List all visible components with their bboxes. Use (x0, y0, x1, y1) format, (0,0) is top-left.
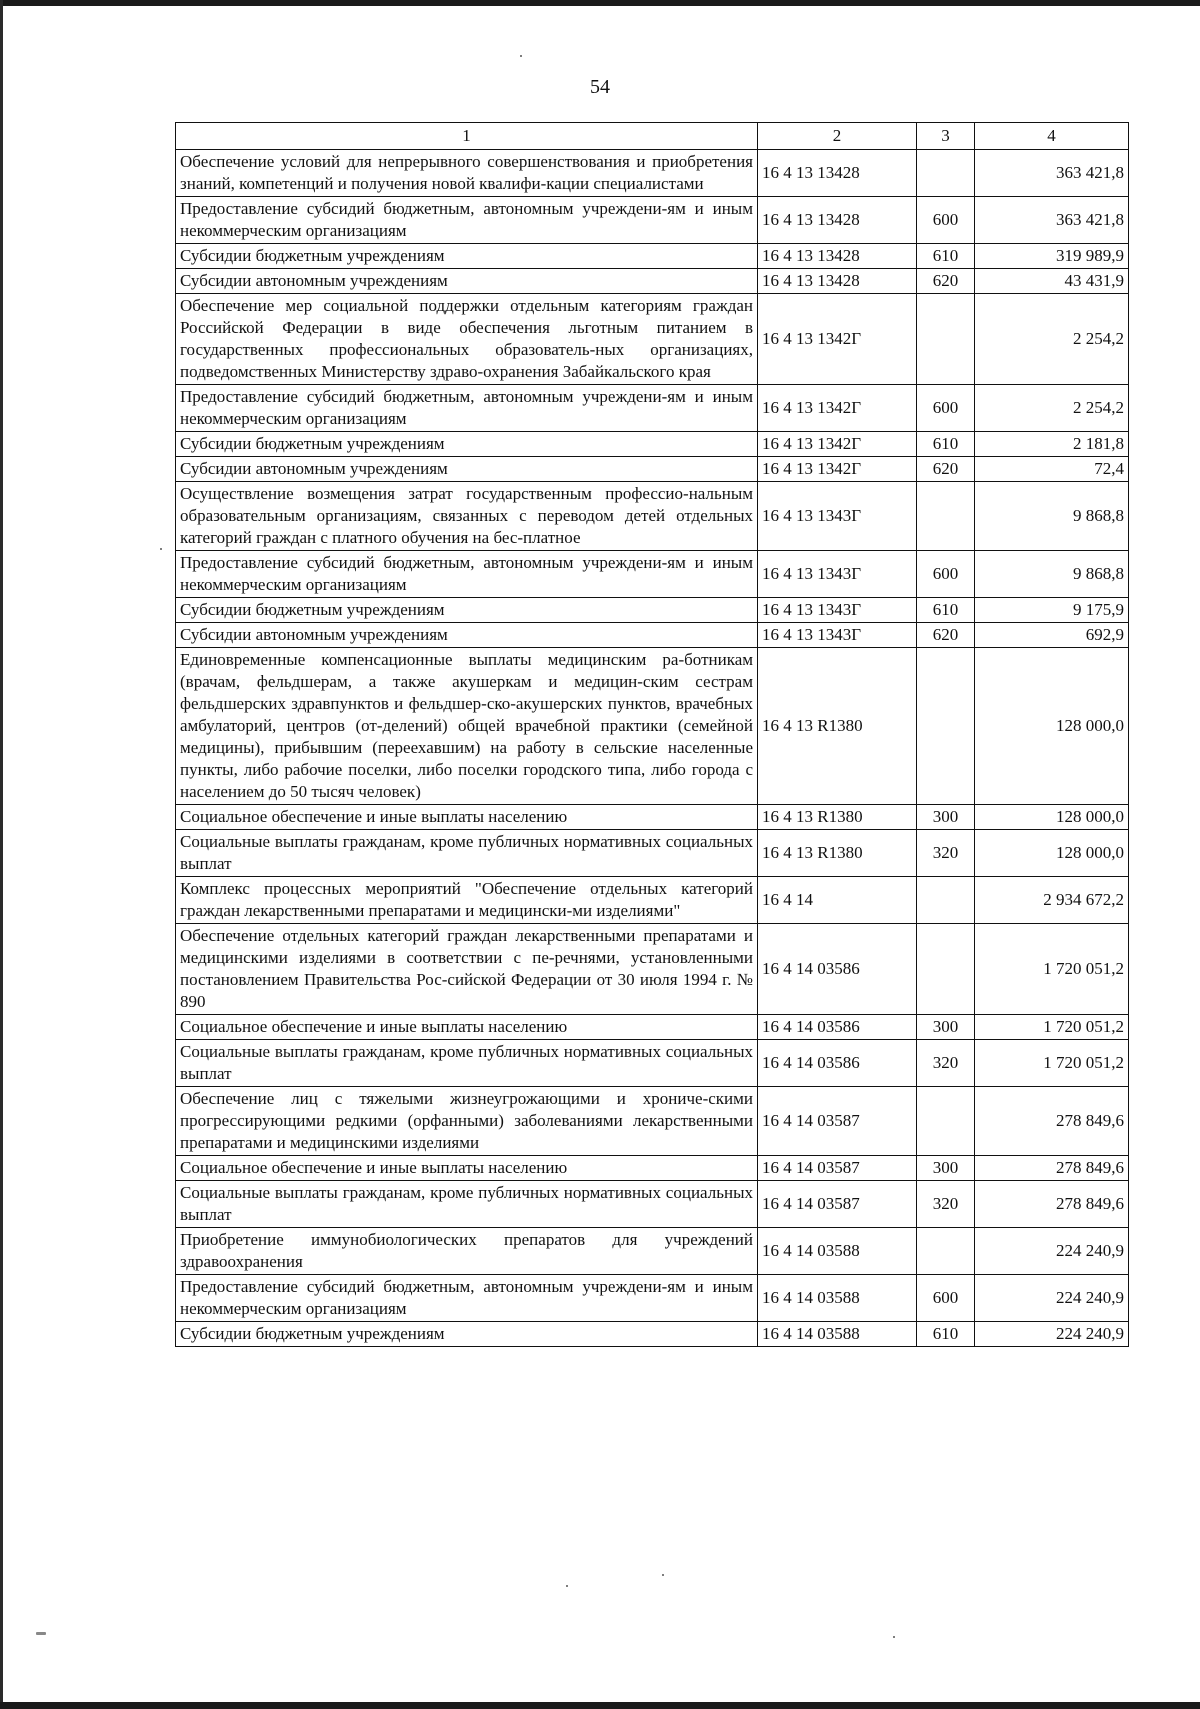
row-sum-cell: 692,9 (975, 623, 1129, 648)
row-name-cell: Обеспечение условий для непрерывного совершенствования и приобретения знаний, компетенций и получения новой квалифи-кации специалистами (176, 150, 758, 197)
row-name-cell: Социальные выплаты гражданам, кроме публичных нормативных социальных выплат (176, 1040, 758, 1087)
table-row (176, 830, 1129, 877)
row-type-cell (917, 924, 975, 1015)
row-name-cell: Предоставление субсидий бюджетным, автономным учреждени-ям и иным некоммерческим организациям (176, 551, 758, 598)
table-row (176, 924, 1129, 1015)
row-name-cell: Социальные выплаты гражданам, кроме публичных нормативных социальных выплат (176, 1181, 758, 1228)
row-code-cell: 16 4 13 13428 (758, 244, 917, 269)
row-sum-cell: 72,4 (975, 457, 1129, 482)
row-sum-cell: 9 868,8 (975, 551, 1129, 598)
table-row (176, 294, 1129, 385)
row-type-cell (917, 877, 975, 924)
row-name-cell: Обеспечение лиц с тяжелыми жизнеугрожающими и хрониче-скими прогрессирующими редкими (орфанными) заболеваниями лекарственными препаратами и медицинскими изделиями (176, 1087, 758, 1156)
table-row (176, 877, 1129, 924)
table-row (176, 432, 1129, 457)
row-type-cell: 600 (917, 551, 975, 598)
row-sum-cell: 2 254,2 (975, 294, 1129, 385)
row-type-cell: 610 (917, 244, 975, 269)
row-code-cell: 16 4 13 1343Г (758, 551, 917, 598)
row-sum-cell: 128 000,0 (975, 830, 1129, 877)
header-col-3: 3 (917, 123, 975, 150)
scan-speck (566, 1585, 568, 1587)
table-row (176, 197, 1129, 244)
row-sum-cell: 224 240,9 (975, 1322, 1129, 1347)
row-sum-cell: 9 868,8 (975, 482, 1129, 551)
row-sum-cell: 278 849,6 (975, 1181, 1129, 1228)
row-sum-cell: 128 000,0 (975, 648, 1129, 805)
row-type-cell (917, 482, 975, 551)
row-type-cell: 300 (917, 805, 975, 830)
row-sum-cell: 363 421,8 (975, 150, 1129, 197)
row-name-cell: Субсидии автономным учреждениям (176, 623, 758, 648)
row-code-cell: 16 4 14 (758, 877, 917, 924)
row-type-cell (917, 1228, 975, 1275)
row-type-cell: 610 (917, 432, 975, 457)
table-row (176, 648, 1129, 805)
row-type-cell: 610 (917, 1322, 975, 1347)
row-code-cell: 16 4 14 03586 (758, 924, 917, 1015)
row-name-cell: Предоставление субсидий бюджетным, автономным учреждени-ям и иным некоммерческим организациям (176, 197, 758, 244)
row-name-cell: Субсидии автономным учреждениям (176, 457, 758, 482)
row-name-cell: Обеспечение мер социальной поддержки отдельным категориям граждан Российской Федерации в виде обеспечения льготным питанием в государственных профессиональных образователь-ных организациях, подведомственных Министерству здраво-охранения Забайкальского края (176, 294, 758, 385)
row-type-cell: 610 (917, 598, 975, 623)
row-name-cell: Единовременные компенсационные выплаты медицинским ра-ботникам (врачам, фельдшерам, а также акушеркам и медицин-ским сестрам фельдшерских здравпунктов и фельдшер-ско-акушерских пунктов, врачебных амбулаторий, центров (от-делений) общей врачебной практики (семейной медицины), прибывшим (переехавшим) на работу в сельские населенные пункты, либо рабочие поселки, либо поселки городского типа, либо города с населением до 50 тысяч человек) (176, 648, 758, 805)
scan-speck (893, 1636, 895, 1638)
row-type-cell (917, 1087, 975, 1156)
table-row (176, 457, 1129, 482)
row-sum-cell: 278 849,6 (975, 1087, 1129, 1156)
row-type-cell (917, 150, 975, 197)
row-sum-cell: 1 720 051,2 (975, 924, 1129, 1015)
table-row (176, 551, 1129, 598)
header-col-2: 2 (758, 123, 917, 150)
row-sum-cell: 2 181,8 (975, 432, 1129, 457)
table-row (176, 598, 1129, 623)
row-name-cell: Субсидии бюджетным учреждениям (176, 432, 758, 457)
row-code-cell: 16 4 14 03587 (758, 1181, 917, 1228)
row-sum-cell: 278 849,6 (975, 1156, 1129, 1181)
row-type-cell: 620 (917, 623, 975, 648)
row-name-cell: Обеспечение отдельных категорий граждан лекарственными препаратами и медицинскими изделиями в соответствии с пе-речнями, установленными постановлением Правительства Рос-сийской Федерации от 30 июля 1994 г. № 890 (176, 924, 758, 1015)
row-sum-cell: 128 000,0 (975, 805, 1129, 830)
row-type-cell (917, 294, 975, 385)
scan-edge-top (0, 0, 1200, 6)
row-code-cell: 16 4 14 03586 (758, 1040, 917, 1087)
row-name-cell: Предоставление субсидий бюджетным, автономным учреждени-ям и иным некоммерческим организациям (176, 1275, 758, 1322)
budget-table (175, 122, 1129, 1347)
row-name-cell: Комплекс процессных мероприятий "Обеспечение отдельных категорий граждан лекарственными препаратами и медицински-ми изделиями" (176, 877, 758, 924)
row-code-cell: 16 4 13 R1380 (758, 805, 917, 830)
table-header-row (176, 123, 1129, 150)
table-row (176, 150, 1129, 197)
row-name-cell: Субсидии автономным учреждениям (176, 269, 758, 294)
row-code-cell: 16 4 13 1343Г (758, 482, 917, 551)
table-row (176, 1156, 1129, 1181)
row-sum-cell: 2 254,2 (975, 385, 1129, 432)
row-type-cell (917, 648, 975, 805)
row-code-cell: 16 4 13 R1380 (758, 830, 917, 877)
table-row (176, 1181, 1129, 1228)
table-row (176, 385, 1129, 432)
row-code-cell: 16 4 13 1343Г (758, 598, 917, 623)
row-type-cell: 600 (917, 1275, 975, 1322)
row-code-cell: 16 4 13 R1380 (758, 648, 917, 805)
row-sum-cell: 224 240,9 (975, 1275, 1129, 1322)
table-row (176, 1322, 1129, 1347)
row-name-cell: Социальные выплаты гражданам, кроме публичных нормативных социальных выплат (176, 830, 758, 877)
header-col-4: 4 (975, 123, 1129, 150)
row-name-cell: Социальное обеспечение и иные выплаты населению (176, 1015, 758, 1040)
row-code-cell: 16 4 13 1342Г (758, 385, 917, 432)
row-code-cell: 16 4 13 1342Г (758, 432, 917, 457)
scan-speck (520, 55, 522, 57)
row-sum-cell: 9 175,9 (975, 598, 1129, 623)
table-row (176, 1015, 1129, 1040)
table-row (176, 1275, 1129, 1322)
row-type-cell: 300 (917, 1156, 975, 1181)
row-type-cell: 320 (917, 1040, 975, 1087)
page-number: 54 (590, 76, 610, 98)
row-code-cell: 16 4 14 03587 (758, 1087, 917, 1156)
row-name-cell: Социальное обеспечение и иные выплаты населению (176, 805, 758, 830)
row-sum-cell: 43 431,9 (975, 269, 1129, 294)
row-type-cell: 620 (917, 457, 975, 482)
row-code-cell: 16 4 14 03588 (758, 1228, 917, 1275)
row-code-cell: 16 4 13 13428 (758, 197, 917, 244)
table-body (176, 150, 1129, 1347)
row-code-cell: 16 4 13 13428 (758, 269, 917, 294)
row-name-cell: Предоставление субсидий бюджетным, автономным учреждени-ям и иным некоммерческим организациям (176, 385, 758, 432)
row-sum-cell: 224 240,9 (975, 1228, 1129, 1275)
row-sum-cell: 2 934 672,2 (975, 877, 1129, 924)
table-row (176, 269, 1129, 294)
row-name-cell: Субсидии бюджетным учреждениям (176, 598, 758, 623)
header-col-1: 1 (176, 123, 758, 150)
table-row (176, 482, 1129, 551)
row-type-cell: 600 (917, 197, 975, 244)
scan-edge-left (0, 0, 3, 1709)
row-name-cell: Социальное обеспечение и иные выплаты населению (176, 1156, 758, 1181)
table-row (176, 1040, 1129, 1087)
table-row (176, 623, 1129, 648)
row-code-cell: 16 4 14 03587 (758, 1156, 917, 1181)
row-name-cell: Субсидии бюджетным учреждениям (176, 244, 758, 269)
row-code-cell: 16 4 13 1342Г (758, 457, 917, 482)
row-code-cell: 16 4 13 13428 (758, 150, 917, 197)
row-type-cell: 300 (917, 1015, 975, 1040)
row-code-cell: 16 4 13 1342Г (758, 294, 917, 385)
scan-speck (662, 1574, 664, 1576)
row-code-cell: 16 4 14 03588 (758, 1322, 917, 1347)
row-code-cell: 16 4 14 03588 (758, 1275, 917, 1322)
row-type-cell: 320 (917, 830, 975, 877)
row-sum-cell: 1 720 051,2 (975, 1040, 1129, 1087)
scan-speck (160, 548, 162, 550)
scan-edge-bottom (0, 1702, 1200, 1709)
row-name-cell: Приобретение иммунобиологических препаратов для учреждений здравоохранения (176, 1228, 758, 1275)
scan-speck (36, 1632, 46, 1635)
row-type-cell: 620 (917, 269, 975, 294)
row-sum-cell: 363 421,8 (975, 197, 1129, 244)
row-sum-cell: 319 989,9 (975, 244, 1129, 269)
row-name-cell: Осуществление возмещения затрат государственным профессио-нальным образовательным организациям, связанных с переводом детей отдельных категорий граждан с платного обучения на бес-платное (176, 482, 758, 551)
row-code-cell: 16 4 13 1343Г (758, 623, 917, 648)
row-code-cell: 16 4 14 03586 (758, 1015, 917, 1040)
table-row (176, 805, 1129, 830)
row-type-cell: 320 (917, 1181, 975, 1228)
row-type-cell: 600 (917, 385, 975, 432)
row-name-cell: Субсидии бюджетным учреждениям (176, 1322, 758, 1347)
table-row (176, 1087, 1129, 1156)
table-row (176, 1228, 1129, 1275)
table-row (176, 244, 1129, 269)
row-sum-cell: 1 720 051,2 (975, 1015, 1129, 1040)
